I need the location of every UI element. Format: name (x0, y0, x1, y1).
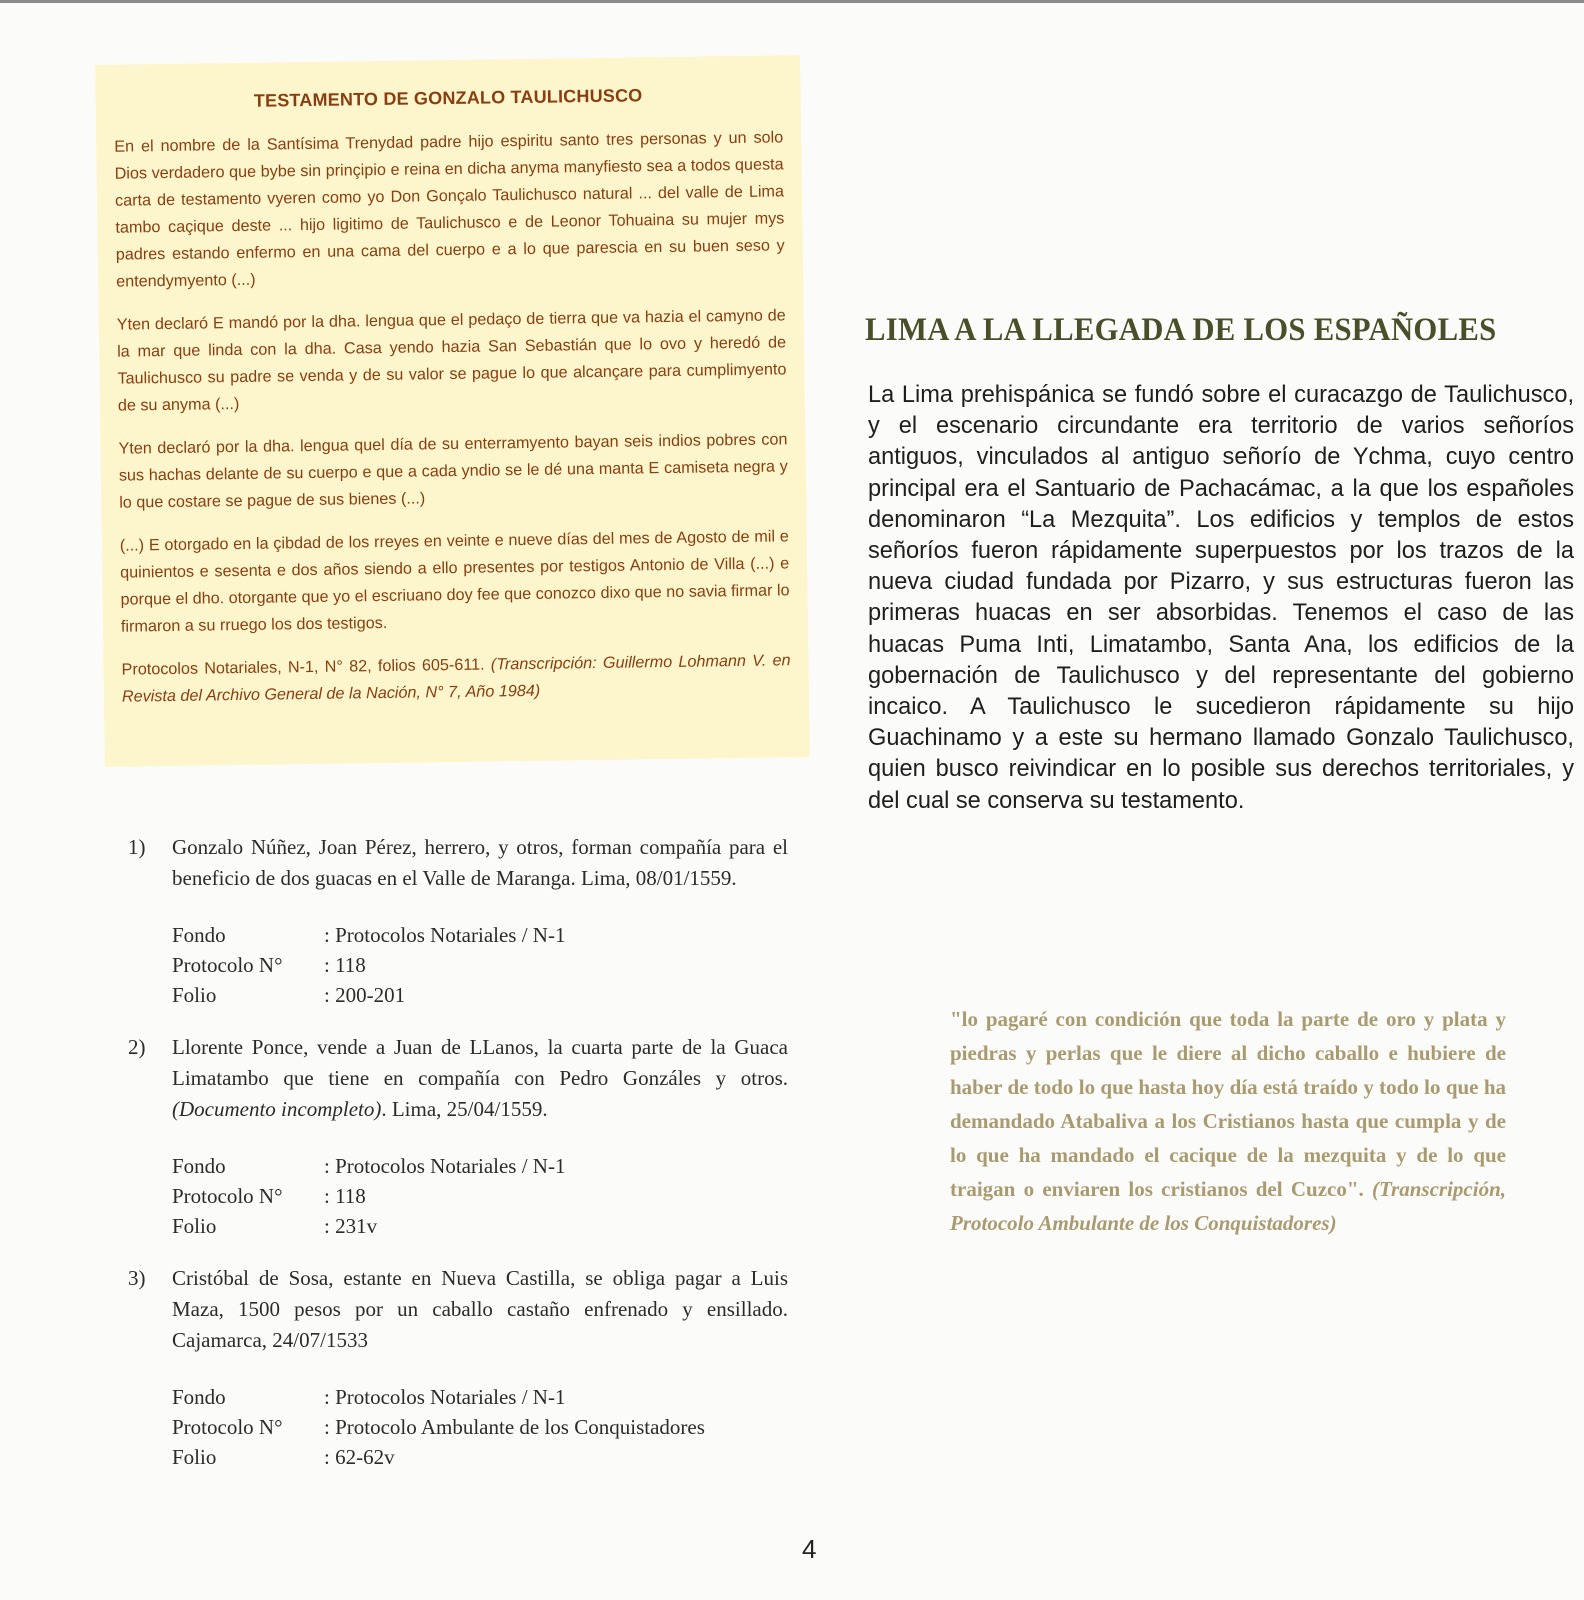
fondo-label: Fondo (172, 1385, 226, 1409)
testament-paragraph: Yten declaró E mandó por la dha. lengua que el pedaço de tierra que va hazia el camyno de la mar que linda con la dha. Casa yendo hazia San Sebastián que lo ovo y heredó de Taulichusco su padre se venda y de su valor se pague lo que alcançare para cumplimyento de su anyma (...) (116, 306, 787, 415)
entry-text (172, 832, 788, 894)
pull-quote (950, 1002, 1506, 1240)
protocolo-value: : Protocolo Ambulante de los Conquistadores (324, 1415, 705, 1439)
quote-text: "lo pagaré con condición que toda la parte de oro y plata y piedras y perlas que le diere al dicho caballo e hubiere de haber de todo lo que hasta hoy día está traído y todo lo que ha demandado Atabaliva a los Cristianos hasta que cumpla y de lo que ha mandado el cacique de la mezquita y de lo que traigan o enviaren los cristianos del Cuzco". (950, 1007, 1506, 1201)
entry-metadata (172, 1382, 788, 1472)
folio-value: : 231v (324, 1214, 378, 1238)
folio-value: : 62-62v (324, 1445, 395, 1469)
protocolo-value: : 118 (324, 953, 366, 977)
list-item (128, 1032, 788, 1125)
entry-number: 2) (128, 1035, 146, 1059)
testament-title: TESTAMENTO DE GONZALO TAULICHUSCO (253, 85, 643, 111)
protocolo-label: Protocolo N° (172, 953, 283, 977)
folio-label: Folio (172, 1445, 217, 1469)
page-number: 4 (802, 1534, 817, 1564)
entry-metadata (172, 920, 788, 1010)
folio-value: : 200-201 (324, 983, 406, 1007)
entry-description: Cristóbal de Sosa, estante en Nueva Castilla, se obliga pagar a Luis Maza, 1500 pesos por un caballo castaño enfrenado y ensillado. Cajamarca, 24/07/1533 (172, 1266, 788, 1352)
fondo-value: : Protocolos Notariales / N-1 (324, 923, 566, 947)
testament-paragraph: (...) E otorgado en la çibdad de los rreyes en veinte e nueve días del mes de Agosto de mil e quinientos e sesenta e dos años siendo a ello presentes por testigos Antonio de Villa (...) e porque el dho. otorgante que yo el escriuano doy fee que conozco dixo que no savia firmar lo firmaron a su rruego los dos testigos. (119, 527, 790, 636)
protocolo-label: Protocolo N° (172, 1184, 283, 1208)
testament-source (121, 647, 791, 710)
fondo-value: : Protocolos Notariales / N-1 (324, 1154, 566, 1178)
entry-number: 1) (128, 835, 146, 859)
testament-paragraph: Yten declaró por la dha. lengua quel día de su enterramyento bayan seis indios pobres con sus hachas delante de su cuerpo e que a cada yndio se le dé una manta E camiseta negra y lo que costare se pague de sus bienes (...) (118, 430, 788, 512)
list-item (128, 832, 788, 894)
list-item (128, 1263, 788, 1356)
entry-number: 3) (128, 1266, 146, 1290)
folio-label: Folio (172, 983, 217, 1007)
protocolo-label: Protocolo N° (172, 1415, 283, 1439)
testament-source-text: Protocolos Notariales, N-1, N° 82, folios 605-611. (121, 655, 485, 679)
folio-label: Folio (172, 1214, 217, 1238)
entry-description: Gonzalo Núñez, Joan Pérez, herrero, y otros, forman compañía para el beneficio de dos guacas en el Valle de Maranga. Lima, 08/01/1559. (172, 835, 788, 890)
entry-note: (Documento incompleto) (172, 1097, 382, 1121)
section-heading: LIMA A LA LLEGADA DE LOS ESPAÑOLES (865, 312, 1497, 348)
testament-box (95, 55, 810, 767)
fondo-value: : Protocolos Notariales / N-1 (324, 1385, 566, 1409)
entry-text (172, 1263, 788, 1356)
entry-text (172, 1032, 788, 1125)
testament-source-citation: (Transcripción: Guillermo Lohmann V. en Revista del Archivo General de la Nación, N° 7, Año 1984) (121, 651, 791, 706)
entry-metadata (172, 1151, 788, 1241)
quote-citation: (Transcripción, Protocolo Ambulante de los Conquistadores) (950, 1177, 1506, 1235)
document-entries (128, 832, 788, 1494)
fondo-label: Fondo (172, 923, 226, 947)
entry-date: . Lima, 25/04/1559. (381, 1097, 548, 1121)
section-body: La Lima prehispánica se fundó sobre el curacazgo de Taulichusco, y el escenario circundante era territorio de varios señoríos antiguos, vinculados al antiguo señorío de Ychma, cuyo centro principal era el Santuario de Pachacámac, a la que los españoles denominaron “La Mezquita”. Los edificios y templos de estos señoríos fueron rápidamente superpuestos por los trazos de la nueva ciudad fundada por Pizarro, y sus estructuras fueron las primeras huacas en ser absorbidas. Tenemos el caso de las huacas Puma Inti, Limatambo, Santa Ana, los edificios de la gobernación de Taulichusco y del representante del gobierno incaico. A Taulichusco le sucedieron rápidamente su hijo Guachinamo y a este su hermano llamado Gonzalo Taulichusco, quien busco reivindicar en lo posible sus derechos territoriales, y del cual se conserva su testamento. (868, 382, 1574, 814)
top-edge-line (0, 0, 1584, 3)
fondo-label: Fondo (172, 1154, 226, 1178)
entry-description: Llorente Ponce, vende a Juan de LLanos, la cuarta parte de la Guaca Limatambo que tiene en compañía con Pedro Gonzáles y otros. (172, 1035, 788, 1090)
protocolo-value: : 118 (324, 1184, 366, 1208)
testament-paragraph: En el nombre de la Santísima Trenydad padre hijo espiritu santo tres personas y un solo Dios verdadero que bybe sin prinçipio e reina en dicha anyma manyfiesto sea a todos questa carta de testamento vyeren como yo Don Gonçalo Taulichusco natural ... del valle de Lima tambo caçique deste ... hijo ligitimo de Taulichusco e de Leonor Tohuaina su mujer mys padres estando enfermo en una cama del cuerpo e a lo que parescia en su buen seso y entendymyento (...) (114, 128, 785, 291)
